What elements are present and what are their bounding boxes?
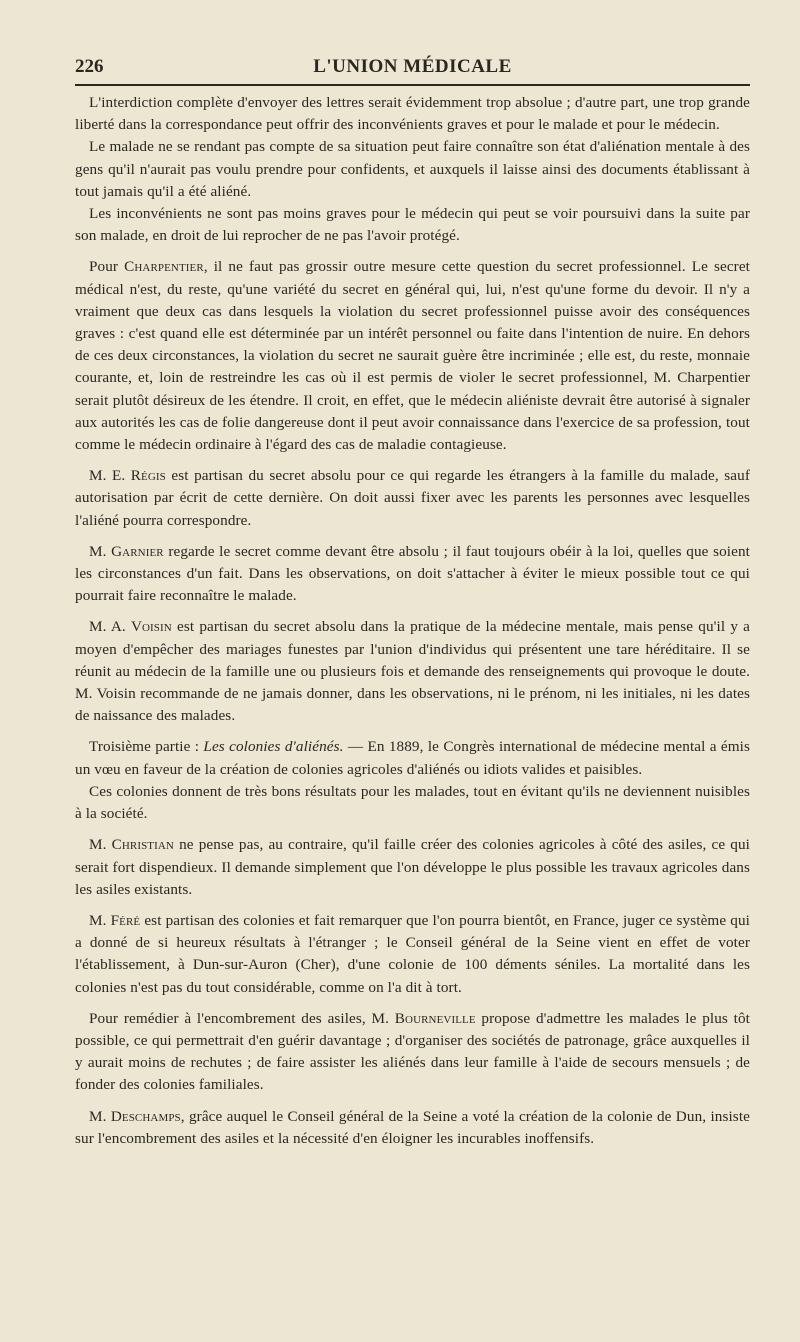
- running-head: L'UNION MÉDICALE: [313, 56, 512, 77]
- paragraph: [75, 616, 750, 727]
- paragraph-text: , grâce auquel le Conseil général de la Seine a voté la création de la colonie de Dun, insiste sur l'encombrement des asiles et la nécessité d'en éloigner les incurables inoffensifs.: [75, 1107, 750, 1147]
- paragraph: [75, 1008, 750, 1097]
- paragraph: [75, 465, 750, 532]
- paragraph-text: est partisan du secret absolu dans la pratique de la médecine mentale, mais pense qu'il y a moyen d'empêcher des mariages funestes par l'union d'individus qui présentent une tare héréditaire. Il se réunit au médecin de la famille une ou plusieurs fois et demande des renseignements qui provoque le doute. M. Voisin recommande de ne jamais donner, dans les observations, ni le prénom, ni les initiales, ni les dates de naissance des malades.: [75, 618, 751, 725]
- paragraph: [75, 541, 750, 608]
- speaker-name: Garnier: [111, 542, 164, 560]
- paragraph: [75, 910, 750, 999]
- paragraph: [75, 203, 750, 247]
- paragraph: [75, 136, 750, 203]
- section-title: Les colonies d'aliénés.: [203, 738, 344, 756]
- page-number: 226: [75, 56, 104, 77]
- paragraph: [75, 736, 750, 780]
- paragraph-text: Le malade ne se rendant pas compte de sa situation peut faire connaître son état d'aliénation mentale à des gens qu'il n'aurait pas voulu prendre pour confidents, et auxquels il laisse ainsi des documents établissant à tout jamais qu'il a été aliéné.: [75, 138, 750, 200]
- paragraph-lead: Pour remédier à l'encombrement des asiles, M.: [89, 1009, 395, 1027]
- paragraph: [75, 781, 750, 825]
- paragraph-lead: M. E.: [89, 467, 131, 485]
- paragraph-text: , il ne faut pas grossir outre mesure cette question du secret professionnel. Le secret médical n'est, du reste, qu'une variété du secret en général qui, lui, n'est qu'une forme du devoir. Il n'y a vraiment que deux cas dans lesquels la violation du secret professionnel puisse avoir des conséquences graves : c'est quand elle est déterminée par un intérêt personnel ou faite dans l'intention de nuire. En dehors de ces deux circonstances, la violation du secret ne saurait guère être incriminée ; elle est, du reste, monnaie courante, et, loin de restreindre les cas où il est permis de violer le secret professionnel, M. Charpentier serait plutôt désireux de les étendre. Il croit, en effet, que le médecin aliéniste devrait être autorisé à signaler aux autorités les cas de folie dangereuse dont il peut avoir connaissance dans l'exercice de sa profession, tout comme le médecin ordinaire à l'égard des cas de maladie contagieuse.: [75, 258, 750, 454]
- paragraph-text: Les inconvénients ne sont pas moins graves pour le médecin qui peut se voir poursuivi dans la suite par son malade, en droit de lui reprocher de ne pas l'avoir protégé.: [75, 205, 750, 245]
- paragraph-text: ne pense pas, au contraire, qu'il faille créer des colonies agricoles à côté des asiles, ce qui serait fort dispendieux. Il demande simplement que l'on développe le plus possible les travaux agricoles dans les asiles existants.: [75, 836, 750, 898]
- paragraph: [75, 256, 750, 456]
- paragraph-lead: Troisième partie :: [89, 738, 204, 756]
- paragraph-text: L'interdiction complète d'envoyer des lettres serait évidemment trop absolue ; d'autre part, une trop grande liberté dans la correspondance peut offrir des inconvénients graves et pour le malade et pour le médecin.: [75, 94, 750, 134]
- paragraph: [75, 92, 750, 136]
- paragraph-lead: M. A.: [89, 618, 131, 636]
- article-body: [75, 92, 750, 1150]
- page: [75, 56, 750, 1150]
- paragraph-lead: Pour: [89, 258, 125, 276]
- paragraph-text: est partisan du secret absolu pour ce qui regarde les étrangers à la famille du malade, sauf autorisation par écrit de cette dernière. On doit aussi fixer avec les parents les personnes avec lesquelles l'aliéné pourra correspondre.: [75, 467, 750, 529]
- paragraph-lead: M.: [89, 911, 111, 929]
- speaker-name: Féré: [110, 911, 141, 929]
- paragraph-lead: M.: [89, 542, 112, 560]
- paragraph-text: regarde le secret comme devant être absolu ; il faut toujours obéir à la loi, quelles que soient les circonstances d'un fait. Dans les observations, on doit s'attacher à éviter le mieux possible tout ce qui pourrait faire reconnaître le malade.: [75, 542, 750, 605]
- paragraph-lead: M.: [89, 836, 112, 854]
- paragraph-text: — En 1889, le Congrès international de médecine mental a émis un vœu en faveur de la création de colonies agricoles d'aliénés ou idiots valides et paisibles.: [75, 738, 751, 778]
- paragraph-lead: M.: [89, 1107, 111, 1125]
- paragraph-text: Ces colonies donnent de très bons résultats pour les malades, tout en évitant qu'ils ne deviennent nuisibles à la société.: [75, 782, 750, 823]
- speaker-name: Deschamps: [110, 1107, 181, 1125]
- speaker-name: Christian: [111, 836, 174, 854]
- speaker-name: Voisin: [130, 618, 172, 636]
- paragraph-text: est partisan des colonies et fait remarquer que l'on pourra bientôt, en France, juger ce système qui a donné de si heureux résultats à l'étranger ; le Conseil général de la Seine vient en effet de voter l'établissement, à Dun-sur-Auron (Cher), d'une colonie de 100 déments séniles. La mortalité dans les colonies n'est pas du tout considérable, comme on l'a dit à tort.: [75, 911, 750, 996]
- speaker-name: Régis: [130, 467, 166, 485]
- page-header: [75, 56, 750, 86]
- paragraph-text: propose d'admettre les malades le plus tôt possible, ce qui permettrait d'en guérir davantage ; d'organiser des sociétés de patronage, grâce auxquelles il y aurait moins de rechutes ; de faire assister les aliénés dans leur famille à l'aide de secours mensuels ; de fonder des colonies familiales.: [75, 1009, 750, 1094]
- paragraph: [75, 834, 750, 901]
- speaker-name: Charpentier: [124, 258, 204, 276]
- paragraph: [75, 1106, 750, 1150]
- speaker-name: Bourneville: [394, 1009, 476, 1027]
